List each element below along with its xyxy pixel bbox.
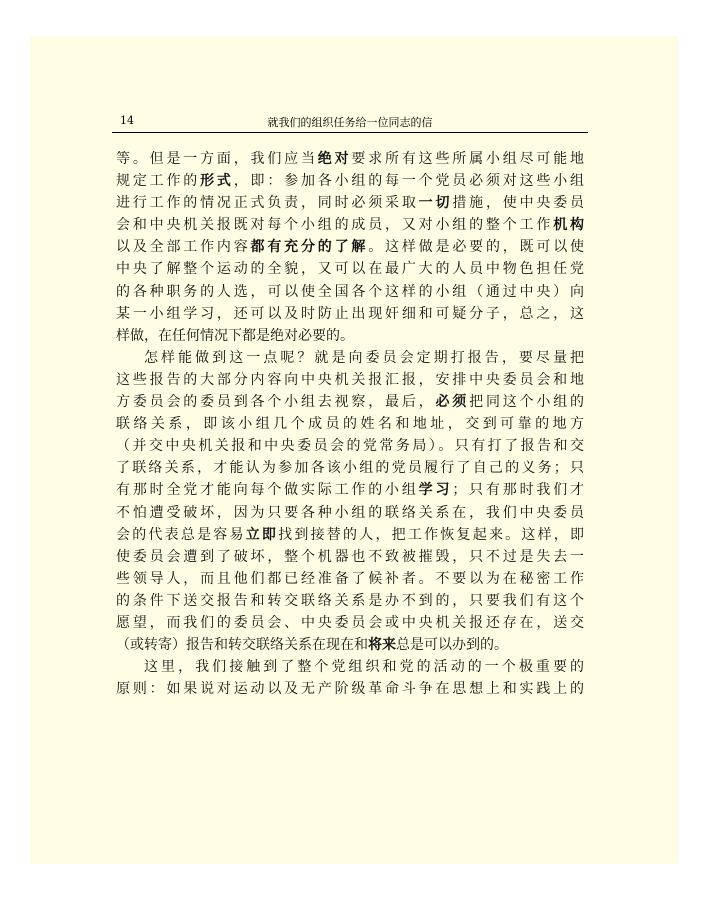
text-span: 方委员会的委员到各个小组去视察，最后， bbox=[116, 394, 436, 411]
page-number: 14 bbox=[120, 114, 134, 127]
text-line bbox=[116, 281, 584, 303]
text-span: 的条件下送交报告和转交联络关系是办不到的，只要我们有这个 bbox=[116, 592, 584, 609]
text-span: （并交中央机关报和中央委员会的党常务局）。只有打了报告和交 bbox=[116, 438, 584, 455]
text-line bbox=[116, 347, 584, 369]
text-span: 联络关系，即该小组几个成员的姓名和地址，交到可靠的地方 bbox=[116, 416, 584, 433]
text-line bbox=[116, 502, 584, 524]
page-header bbox=[112, 112, 588, 133]
emphasis-text: 机构 bbox=[553, 217, 584, 234]
emphasis-text: 都有充分的了解 bbox=[250, 239, 369, 256]
text-span: 把同这个小组的 bbox=[469, 394, 584, 411]
text-span: 这些报告的大部分内容向中央机关报汇报，安排中央委员会和地 bbox=[116, 371, 584, 388]
emphasis-text: 一切 bbox=[418, 195, 453, 212]
text-span: 原则：如果说对运动以及无产阶级革命斗争在思想上和实践上的 bbox=[116, 681, 584, 698]
text-span: 了联络关系，才能认为参加各该小组的党员履行了自己的义务；只 bbox=[116, 460, 584, 477]
text-line bbox=[116, 656, 584, 678]
text-line bbox=[116, 568, 584, 590]
text-span: 有那时全党才能向每个做实际工作的小组 bbox=[116, 482, 419, 499]
emphasis-text: 形式 bbox=[200, 173, 234, 190]
text-line bbox=[116, 524, 584, 546]
text-span: ；只有那时我们才 bbox=[452, 482, 584, 499]
text-span: 等。但是一方面，我们应当 bbox=[116, 151, 318, 167]
text-line bbox=[116, 214, 584, 236]
text-span: 规定工作的 bbox=[116, 173, 201, 190]
text-line bbox=[116, 435, 584, 457]
emphasis-text: 绝对 bbox=[317, 151, 352, 167]
text-span: 使委员会遭到了破坏，整个机器也不致被摧毁，只不过是失去一 bbox=[116, 548, 584, 565]
text-span: 些领导人，而且他们都已经准备了候补者。不要以为在秘密工作 bbox=[116, 570, 584, 587]
text-line bbox=[116, 303, 584, 325]
text-span: 样做，在任何情况下都是绝对必要的。 bbox=[116, 327, 354, 344]
text-line bbox=[116, 369, 584, 391]
text-span: ，即：参加各小组的每一个党员必须对这些小组 bbox=[233, 173, 584, 190]
text-span: 找到接替的人，把工作恢复起来。这样，即 bbox=[278, 526, 584, 543]
text-span: 中央了解整个运动的全貌，又可以在最广大的人员中物色担任党 bbox=[116, 261, 584, 278]
body-text bbox=[116, 148, 584, 700]
emphasis-text: 学习 bbox=[418, 482, 453, 499]
text-span: 措施，使中央委员 bbox=[452, 195, 584, 212]
text-line bbox=[116, 391, 584, 413]
text-span: 会和中央机关报既对每个小组的成员，又对小组的整个工作 bbox=[116, 217, 554, 234]
text-span: 愿望，而我们的委员会、中央委员会或中央机关报还存在，送交 bbox=[116, 614, 584, 631]
text-line bbox=[116, 148, 584, 170]
text-span: 会的代表总是容易 bbox=[116, 526, 246, 543]
text-span: 。这样做是必要的，既可以使 bbox=[368, 239, 584, 256]
text-line bbox=[116, 590, 584, 612]
text-line bbox=[116, 678, 584, 700]
emphasis-text: 将来 bbox=[368, 637, 396, 654]
text-line bbox=[116, 546, 584, 568]
text-span: 进行工作的情况正式负责，同时必须采取 bbox=[116, 195, 419, 212]
text-line bbox=[116, 325, 584, 347]
text-span: 总是可以办到的。 bbox=[396, 637, 508, 654]
text-span: 以及全部工作内容 bbox=[116, 239, 251, 256]
text-line bbox=[116, 236, 584, 258]
emphasis-text: 立即 bbox=[245, 526, 279, 543]
text-line bbox=[116, 479, 584, 501]
text-span: 某一小组学习，还可以及时防止出现奸细和可疑分子，总之，这 bbox=[116, 305, 584, 322]
text-span: 怎样能做到这一点呢？就是向委员会定期打报告，要尽量把 bbox=[144, 349, 584, 366]
text-line bbox=[116, 192, 584, 214]
emphasis-text: 必须 bbox=[435, 394, 470, 411]
text-span: 要求所有这些所属小组尽可能地 bbox=[351, 151, 584, 167]
text-line bbox=[116, 258, 584, 280]
running-title: 就我们的组织任务给一位同志的信 bbox=[267, 116, 433, 129]
text-span: 的各种职务的人选，可以使全国各个这样的小组（通过中央）向 bbox=[116, 283, 584, 300]
text-span: 不怕遭受破坏，因为只要各种小组的联络关系在，我们中央委员 bbox=[116, 504, 584, 521]
text-line bbox=[116, 413, 584, 435]
text-span: （或转寄）报告和转交联络关系在现在和 bbox=[116, 637, 368, 654]
text-line bbox=[116, 170, 584, 192]
text-line bbox=[116, 634, 584, 656]
text-span: 这里，我们接触到了整个党组织和党的活动的一个极重要的 bbox=[144, 659, 584, 676]
text-line bbox=[116, 612, 584, 634]
text-line bbox=[116, 457, 584, 479]
